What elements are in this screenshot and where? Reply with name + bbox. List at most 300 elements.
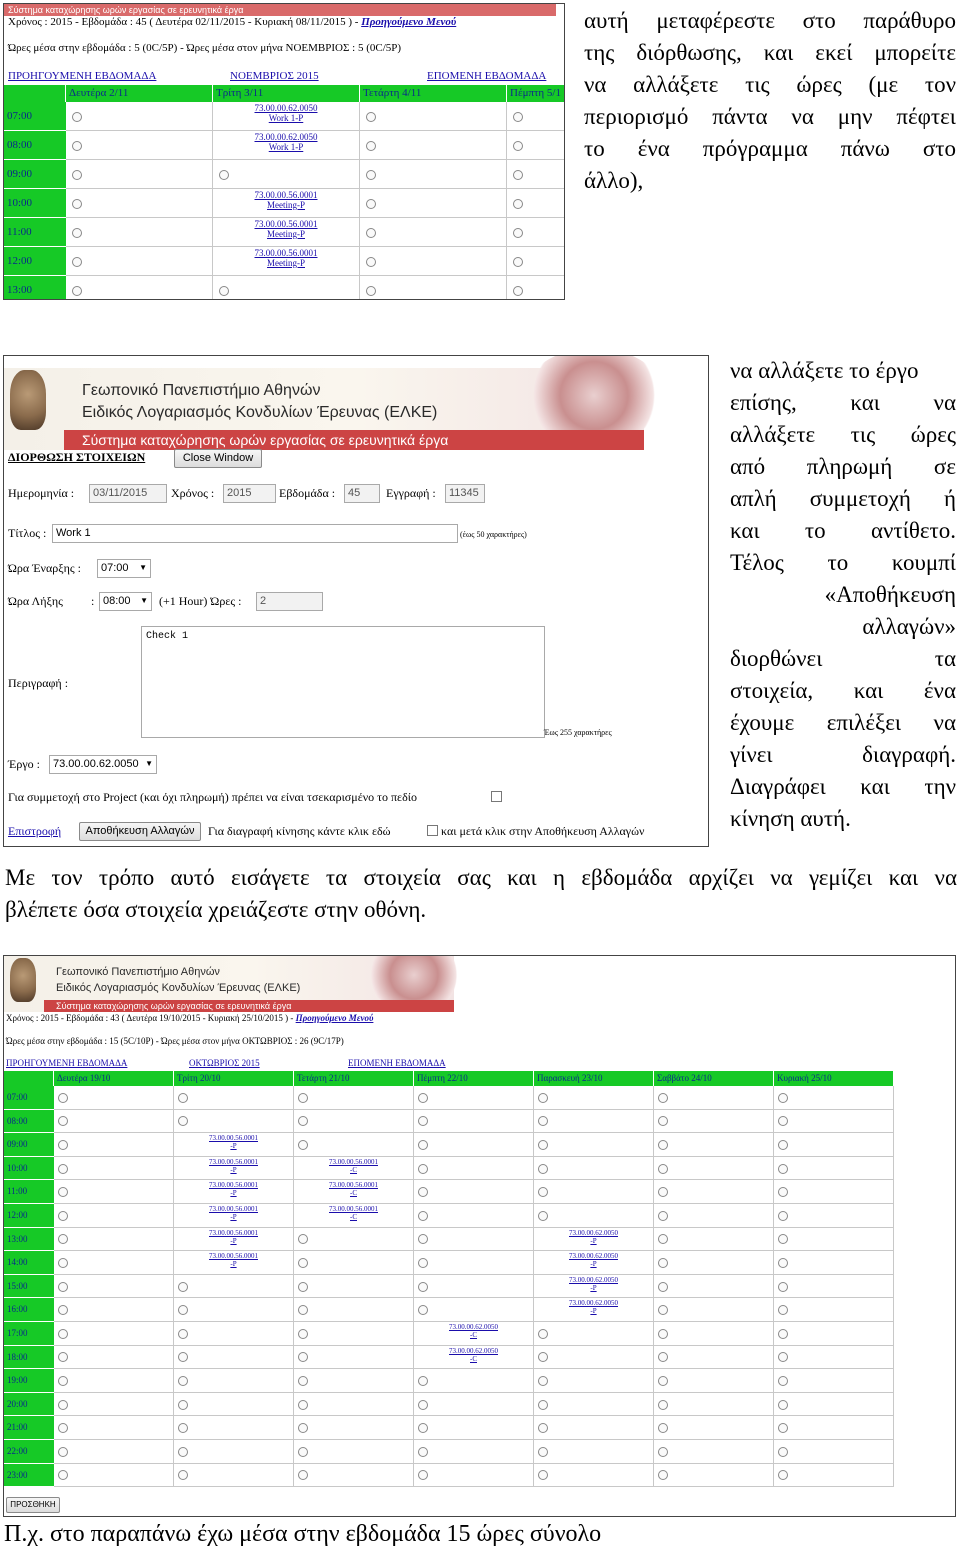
time-slot[interactable] bbox=[414, 1086, 534, 1110]
time-slot[interactable] bbox=[654, 1180, 774, 1204]
time-slot[interactable] bbox=[654, 1228, 774, 1252]
radio-button[interactable] bbox=[58, 1423, 68, 1433]
radio-button[interactable] bbox=[778, 1116, 788, 1126]
time-slot[interactable] bbox=[66, 160, 213, 189]
radio-button[interactable] bbox=[219, 170, 229, 180]
time-slot[interactable] bbox=[534, 1464, 654, 1488]
time-slot[interactable] bbox=[414, 1346, 534, 1370]
time-slot[interactable] bbox=[360, 218, 507, 247]
time-slot[interactable] bbox=[534, 1298, 654, 1322]
radio-button[interactable] bbox=[298, 1305, 308, 1315]
time-slot[interactable] bbox=[213, 189, 360, 218]
time-slot[interactable] bbox=[507, 189, 565, 218]
radio-button[interactable] bbox=[178, 1116, 188, 1126]
time-slot[interactable] bbox=[774, 1204, 894, 1228]
radio-button[interactable] bbox=[58, 1282, 68, 1292]
radio-button[interactable] bbox=[366, 199, 376, 209]
radio-button[interactable] bbox=[418, 1400, 428, 1410]
radio-button[interactable] bbox=[778, 1423, 788, 1433]
time-slot[interactable] bbox=[654, 1204, 774, 1228]
radio-button[interactable] bbox=[418, 1282, 428, 1292]
radio-button[interactable] bbox=[58, 1093, 68, 1103]
radio-button[interactable] bbox=[366, 257, 376, 267]
radio-button[interactable] bbox=[298, 1470, 308, 1480]
radio-button[interactable] bbox=[778, 1211, 788, 1221]
calendar-entry-link[interactable] bbox=[213, 132, 359, 152]
time-slot[interactable] bbox=[54, 1251, 174, 1275]
time-slot[interactable] bbox=[174, 1086, 294, 1110]
radio-button[interactable] bbox=[778, 1376, 788, 1386]
radio-button[interactable] bbox=[778, 1470, 788, 1480]
time-slot[interactable] bbox=[213, 160, 360, 189]
time-slot[interactable] bbox=[534, 1133, 654, 1157]
time-slot[interactable] bbox=[534, 1228, 654, 1252]
time-slot[interactable] bbox=[654, 1440, 774, 1464]
time-slot[interactable] bbox=[174, 1275, 294, 1299]
time-slot[interactable] bbox=[294, 1298, 414, 1322]
time-slot[interactable] bbox=[360, 247, 507, 276]
time-slot[interactable] bbox=[54, 1440, 174, 1464]
radio-button[interactable] bbox=[513, 112, 523, 122]
time-slot[interactable] bbox=[294, 1180, 414, 1204]
time-slot[interactable] bbox=[360, 102, 507, 131]
time-slot[interactable] bbox=[774, 1157, 894, 1181]
calendar-entry-link[interactable] bbox=[414, 1347, 533, 1363]
time-slot[interactable] bbox=[414, 1180, 534, 1204]
time-slot[interactable] bbox=[66, 276, 213, 300]
radio-button[interactable] bbox=[72, 228, 82, 238]
start-time-select[interactable] bbox=[97, 559, 151, 578]
radio-button[interactable] bbox=[58, 1329, 68, 1339]
time-slot[interactable] bbox=[174, 1440, 294, 1464]
time-slot[interactable] bbox=[213, 276, 360, 300]
radio-button[interactable] bbox=[178, 1305, 188, 1315]
previous-menu-link[interactable]: Προηγούμενο Μενού bbox=[361, 16, 457, 28]
previous-week-link[interactable]: ΠΡΟΗΓΟΥΜΕΝΗ ΕΒΔΟΜΑΔΑ bbox=[8, 70, 157, 82]
back-link[interactable]: Επιστροφή bbox=[8, 824, 62, 838]
radio-button[interactable] bbox=[658, 1470, 668, 1480]
radio-button[interactable] bbox=[418, 1258, 428, 1268]
radio-button[interactable] bbox=[418, 1305, 428, 1315]
radio-button[interactable] bbox=[538, 1376, 548, 1386]
hours-field[interactable]: 2 bbox=[256, 592, 323, 611]
time-slot[interactable] bbox=[534, 1251, 654, 1275]
project-select[interactable] bbox=[49, 755, 157, 774]
time-slot[interactable] bbox=[294, 1204, 414, 1228]
time-slot[interactable] bbox=[174, 1251, 294, 1275]
radio-button[interactable] bbox=[538, 1140, 548, 1150]
radio-button[interactable] bbox=[658, 1329, 668, 1339]
radio-button[interactable] bbox=[58, 1376, 68, 1386]
time-slot[interactable] bbox=[507, 276, 565, 300]
radio-button[interactable] bbox=[178, 1400, 188, 1410]
radio-button[interactable] bbox=[658, 1400, 668, 1410]
radio-button[interactable] bbox=[513, 141, 523, 151]
time-slot[interactable] bbox=[54, 1275, 174, 1299]
time-slot[interactable] bbox=[174, 1133, 294, 1157]
calendar-entry-link[interactable] bbox=[534, 1252, 653, 1268]
radio-button[interactable] bbox=[778, 1282, 788, 1292]
time-slot[interactable] bbox=[414, 1228, 534, 1252]
time-slot[interactable] bbox=[294, 1086, 414, 1110]
calendar-entry-link[interactable] bbox=[174, 1134, 293, 1150]
radio-button[interactable] bbox=[538, 1423, 548, 1433]
radio-button[interactable] bbox=[418, 1164, 428, 1174]
time-slot[interactable] bbox=[774, 1133, 894, 1157]
radio-button[interactable] bbox=[72, 170, 82, 180]
time-slot[interactable] bbox=[66, 247, 213, 276]
time-slot[interactable] bbox=[534, 1110, 654, 1134]
radio-button[interactable] bbox=[658, 1423, 668, 1433]
calendar-entry-link[interactable] bbox=[534, 1276, 653, 1292]
time-slot[interactable] bbox=[360, 160, 507, 189]
radio-button[interactable] bbox=[513, 199, 523, 209]
time-slot[interactable] bbox=[66, 102, 213, 131]
time-slot[interactable] bbox=[507, 218, 565, 247]
radio-button[interactable] bbox=[298, 1329, 308, 1339]
time-slot[interactable] bbox=[534, 1180, 654, 1204]
radio-button[interactable] bbox=[418, 1234, 428, 1244]
radio-button[interactable] bbox=[366, 112, 376, 122]
time-slot[interactable] bbox=[414, 1369, 534, 1393]
time-slot[interactable] bbox=[534, 1275, 654, 1299]
radio-button[interactable] bbox=[513, 228, 523, 238]
time-slot[interactable] bbox=[360, 131, 507, 160]
time-slot[interactable] bbox=[774, 1440, 894, 1464]
radio-button[interactable] bbox=[538, 1187, 548, 1197]
radio-button[interactable] bbox=[366, 286, 376, 296]
radio-button[interactable] bbox=[538, 1211, 548, 1221]
radio-button[interactable] bbox=[538, 1447, 548, 1457]
time-slot[interactable] bbox=[294, 1346, 414, 1370]
time-slot[interactable] bbox=[534, 1393, 654, 1417]
time-slot[interactable] bbox=[507, 160, 565, 189]
time-slot[interactable] bbox=[414, 1322, 534, 1346]
time-slot[interactable] bbox=[534, 1204, 654, 1228]
close-window-button[interactable]: Close Window bbox=[174, 449, 262, 468]
time-slot[interactable] bbox=[774, 1298, 894, 1322]
radio-button[interactable] bbox=[418, 1447, 428, 1457]
time-slot[interactable] bbox=[414, 1251, 534, 1275]
time-slot[interactable] bbox=[54, 1204, 174, 1228]
time-slot[interactable] bbox=[66, 189, 213, 218]
time-slot[interactable] bbox=[174, 1393, 294, 1417]
calendar-entry-link[interactable] bbox=[174, 1252, 293, 1268]
time-slot[interactable] bbox=[294, 1464, 414, 1488]
next-week-link[interactable]: ΕΠΟΜΕΝΗ ΕΒΔΟΜΑΔΑ bbox=[427, 70, 547, 82]
radio-button[interactable] bbox=[513, 286, 523, 296]
radio-button[interactable] bbox=[658, 1164, 668, 1174]
previous-menu-link[interactable]: Προηγούμενο Μενού bbox=[295, 1013, 374, 1023]
time-slot[interactable] bbox=[414, 1298, 534, 1322]
time-slot[interactable] bbox=[654, 1133, 774, 1157]
time-slot[interactable] bbox=[174, 1464, 294, 1488]
record-field[interactable]: 11345 bbox=[445, 484, 485, 503]
time-slot[interactable] bbox=[54, 1110, 174, 1134]
radio-button[interactable] bbox=[778, 1447, 788, 1457]
radio-button[interactable] bbox=[178, 1352, 188, 1362]
time-slot[interactable] bbox=[174, 1204, 294, 1228]
radio-button[interactable] bbox=[418, 1116, 428, 1126]
time-slot[interactable] bbox=[54, 1086, 174, 1110]
time-slot[interactable] bbox=[654, 1464, 774, 1488]
radio-button[interactable] bbox=[178, 1423, 188, 1433]
radio-button[interactable] bbox=[298, 1116, 308, 1126]
radio-button[interactable] bbox=[366, 170, 376, 180]
radio-button[interactable] bbox=[72, 257, 82, 267]
time-slot[interactable] bbox=[774, 1180, 894, 1204]
radio-button[interactable] bbox=[658, 1093, 668, 1103]
time-slot[interactable] bbox=[774, 1393, 894, 1417]
radio-button[interactable] bbox=[658, 1352, 668, 1362]
calendar-entry-link[interactable] bbox=[534, 1229, 653, 1245]
radio-button[interactable] bbox=[658, 1140, 668, 1150]
time-slot[interactable] bbox=[360, 189, 507, 218]
radio-button[interactable] bbox=[658, 1234, 668, 1244]
time-slot[interactable] bbox=[534, 1416, 654, 1440]
calendar-entry-link[interactable] bbox=[213, 103, 359, 123]
time-slot[interactable] bbox=[774, 1464, 894, 1488]
time-slot[interactable] bbox=[774, 1369, 894, 1393]
radio-button[interactable] bbox=[298, 1140, 308, 1150]
time-slot[interactable] bbox=[507, 247, 565, 276]
radio-button[interactable] bbox=[778, 1234, 788, 1244]
calendar-entry-link[interactable] bbox=[213, 248, 359, 268]
radio-button[interactable] bbox=[778, 1093, 788, 1103]
time-slot[interactable] bbox=[414, 1204, 534, 1228]
time-slot[interactable] bbox=[774, 1110, 894, 1134]
radio-button[interactable] bbox=[658, 1447, 668, 1457]
time-slot[interactable] bbox=[654, 1322, 774, 1346]
radio-button[interactable] bbox=[418, 1376, 428, 1386]
time-slot[interactable] bbox=[174, 1346, 294, 1370]
time-slot[interactable] bbox=[414, 1110, 534, 1134]
next-week-link[interactable]: ΕΠΟΜΕΝΗ ΕΒΔΟΜΑΔΑ bbox=[348, 1058, 446, 1068]
radio-button[interactable] bbox=[513, 257, 523, 267]
time-slot[interactable] bbox=[174, 1369, 294, 1393]
radio-button[interactable] bbox=[778, 1187, 788, 1197]
calendar-entry-link[interactable] bbox=[174, 1205, 293, 1221]
time-slot[interactable] bbox=[414, 1157, 534, 1181]
time-slot[interactable] bbox=[174, 1180, 294, 1204]
time-slot[interactable] bbox=[774, 1275, 894, 1299]
time-slot[interactable] bbox=[654, 1393, 774, 1417]
radio-button[interactable] bbox=[72, 112, 82, 122]
previous-week-link[interactable]: ΠΡΟΗΓΟΥΜΕΝΗ ΕΒΔΟΜΑΔΑ bbox=[6, 1058, 128, 1068]
time-slot[interactable] bbox=[654, 1275, 774, 1299]
time-slot[interactable] bbox=[174, 1298, 294, 1322]
radio-button[interactable] bbox=[658, 1305, 668, 1315]
time-slot[interactable] bbox=[66, 131, 213, 160]
radio-button[interactable] bbox=[538, 1093, 548, 1103]
time-slot[interactable] bbox=[54, 1298, 174, 1322]
time-slot[interactable] bbox=[294, 1416, 414, 1440]
radio-button[interactable] bbox=[778, 1329, 788, 1339]
time-slot[interactable] bbox=[654, 1298, 774, 1322]
time-slot[interactable] bbox=[534, 1157, 654, 1181]
time-slot[interactable] bbox=[213, 218, 360, 247]
delete-checkbox[interactable] bbox=[427, 825, 438, 836]
radio-button[interactable] bbox=[58, 1470, 68, 1480]
title-field[interactable]: Work 1 bbox=[52, 524, 458, 543]
time-slot[interactable] bbox=[294, 1275, 414, 1299]
time-slot[interactable] bbox=[294, 1110, 414, 1134]
calendar-entry-link[interactable] bbox=[213, 219, 359, 239]
radio-button[interactable] bbox=[58, 1258, 68, 1268]
radio-button[interactable] bbox=[298, 1423, 308, 1433]
radio-button[interactable] bbox=[513, 170, 523, 180]
time-slot[interactable] bbox=[534, 1322, 654, 1346]
time-slot[interactable] bbox=[534, 1086, 654, 1110]
radio-button[interactable] bbox=[658, 1258, 668, 1268]
time-slot[interactable] bbox=[774, 1086, 894, 1110]
time-slot[interactable] bbox=[414, 1464, 534, 1488]
radio-button[interactable] bbox=[658, 1282, 668, 1292]
calendar-entry-link[interactable] bbox=[213, 190, 359, 210]
radio-button[interactable] bbox=[778, 1352, 788, 1362]
time-slot[interactable] bbox=[534, 1369, 654, 1393]
radio-button[interactable] bbox=[538, 1352, 548, 1362]
radio-button[interactable] bbox=[58, 1187, 68, 1197]
radio-button[interactable] bbox=[58, 1140, 68, 1150]
radio-button[interactable] bbox=[658, 1116, 668, 1126]
time-slot[interactable] bbox=[507, 102, 565, 131]
time-slot[interactable] bbox=[654, 1157, 774, 1181]
calendar-entry-link[interactable] bbox=[294, 1181, 413, 1197]
time-slot[interactable] bbox=[294, 1157, 414, 1181]
time-slot[interactable] bbox=[54, 1393, 174, 1417]
time-slot[interactable] bbox=[774, 1228, 894, 1252]
time-slot[interactable] bbox=[174, 1110, 294, 1134]
week-field[interactable]: 45 bbox=[344, 484, 380, 503]
time-slot[interactable] bbox=[294, 1251, 414, 1275]
calendar-entry-link[interactable] bbox=[294, 1205, 413, 1221]
radio-button[interactable] bbox=[538, 1164, 548, 1174]
radio-button[interactable] bbox=[418, 1093, 428, 1103]
radio-button[interactable] bbox=[58, 1164, 68, 1174]
radio-button[interactable] bbox=[58, 1352, 68, 1362]
radio-button[interactable] bbox=[178, 1282, 188, 1292]
radio-button[interactable] bbox=[298, 1234, 308, 1244]
radio-button[interactable] bbox=[418, 1211, 428, 1221]
time-slot[interactable] bbox=[774, 1251, 894, 1275]
radio-button[interactable] bbox=[366, 228, 376, 238]
radio-button[interactable] bbox=[58, 1447, 68, 1457]
radio-button[interactable] bbox=[418, 1187, 428, 1197]
time-slot[interactable] bbox=[54, 1180, 174, 1204]
radio-button[interactable] bbox=[72, 199, 82, 209]
time-slot[interactable] bbox=[174, 1228, 294, 1252]
time-slot[interactable] bbox=[294, 1393, 414, 1417]
radio-button[interactable] bbox=[178, 1447, 188, 1457]
time-slot[interactable] bbox=[360, 276, 507, 300]
radio-button[interactable] bbox=[778, 1305, 788, 1315]
time-slot[interactable] bbox=[54, 1228, 174, 1252]
time-slot[interactable] bbox=[654, 1110, 774, 1134]
time-slot[interactable] bbox=[414, 1440, 534, 1464]
radio-button[interactable] bbox=[72, 141, 82, 151]
calendar-entry-link[interactable] bbox=[174, 1158, 293, 1174]
radio-button[interactable] bbox=[418, 1470, 428, 1480]
time-slot[interactable] bbox=[414, 1275, 534, 1299]
time-slot[interactable] bbox=[774, 1416, 894, 1440]
time-slot[interactable] bbox=[294, 1322, 414, 1346]
save-changes-button[interactable]: Αποθήκευση Αλλαγών bbox=[79, 822, 201, 841]
add-button[interactable]: ΠΡΟΣΘΗΚΗ bbox=[6, 1497, 60, 1513]
time-slot[interactable] bbox=[66, 218, 213, 247]
radio-button[interactable] bbox=[72, 286, 82, 296]
calendar-entry-link[interactable] bbox=[414, 1323, 533, 1339]
radio-button[interactable] bbox=[298, 1282, 308, 1292]
description-textarea[interactable] bbox=[141, 626, 545, 738]
month-link[interactable]: ΝΟΕΜΒΡΙΟΣ 2015 bbox=[230, 70, 319, 82]
end-time-select[interactable] bbox=[99, 592, 152, 611]
time-slot[interactable] bbox=[774, 1322, 894, 1346]
time-slot[interactable] bbox=[294, 1369, 414, 1393]
time-slot[interactable] bbox=[213, 247, 360, 276]
time-slot[interactable] bbox=[654, 1251, 774, 1275]
radio-button[interactable] bbox=[658, 1376, 668, 1386]
radio-button[interactable] bbox=[298, 1447, 308, 1457]
time-slot[interactable] bbox=[213, 131, 360, 160]
time-slot[interactable] bbox=[54, 1157, 174, 1181]
calendar-entry-link[interactable] bbox=[174, 1181, 293, 1197]
radio-button[interactable] bbox=[538, 1329, 548, 1339]
calendar-entry-link[interactable] bbox=[534, 1299, 653, 1315]
radio-button[interactable] bbox=[418, 1423, 428, 1433]
radio-button[interactable] bbox=[778, 1140, 788, 1150]
time-slot[interactable] bbox=[654, 1416, 774, 1440]
time-slot[interactable] bbox=[174, 1416, 294, 1440]
radio-button[interactable] bbox=[298, 1352, 308, 1362]
time-slot[interactable] bbox=[654, 1346, 774, 1370]
time-slot[interactable] bbox=[54, 1416, 174, 1440]
radio-button[interactable] bbox=[538, 1400, 548, 1410]
radio-button[interactable] bbox=[298, 1093, 308, 1103]
radio-button[interactable] bbox=[58, 1400, 68, 1410]
time-slot[interactable] bbox=[654, 1086, 774, 1110]
time-slot[interactable] bbox=[774, 1346, 894, 1370]
radio-button[interactable] bbox=[58, 1234, 68, 1244]
radio-button[interactable] bbox=[658, 1211, 668, 1221]
time-slot[interactable] bbox=[414, 1393, 534, 1417]
radio-button[interactable] bbox=[658, 1187, 668, 1197]
time-slot[interactable] bbox=[54, 1369, 174, 1393]
radio-button[interactable] bbox=[366, 141, 376, 151]
time-slot[interactable] bbox=[534, 1440, 654, 1464]
radio-button[interactable] bbox=[178, 1376, 188, 1386]
calendar-entry-link[interactable] bbox=[174, 1229, 293, 1245]
time-slot[interactable] bbox=[54, 1464, 174, 1488]
time-slot[interactable] bbox=[534, 1346, 654, 1370]
year-field[interactable]: 2015 bbox=[223, 484, 276, 503]
time-slot[interactable] bbox=[414, 1416, 534, 1440]
radio-button[interactable] bbox=[538, 1470, 548, 1480]
date-field[interactable]: 03/11/2015 bbox=[89, 484, 167, 503]
time-slot[interactable] bbox=[54, 1322, 174, 1346]
calendar-entry-link[interactable] bbox=[294, 1158, 413, 1174]
radio-button[interactable] bbox=[58, 1305, 68, 1315]
time-slot[interactable] bbox=[174, 1322, 294, 1346]
radio-button[interactable] bbox=[298, 1400, 308, 1410]
time-slot[interactable] bbox=[54, 1346, 174, 1370]
radio-button[interactable] bbox=[58, 1116, 68, 1126]
time-slot[interactable] bbox=[294, 1133, 414, 1157]
radio-button[interactable] bbox=[178, 1093, 188, 1103]
time-slot[interactable] bbox=[213, 102, 360, 131]
time-slot[interactable] bbox=[507, 131, 565, 160]
radio-button[interactable] bbox=[178, 1329, 188, 1339]
